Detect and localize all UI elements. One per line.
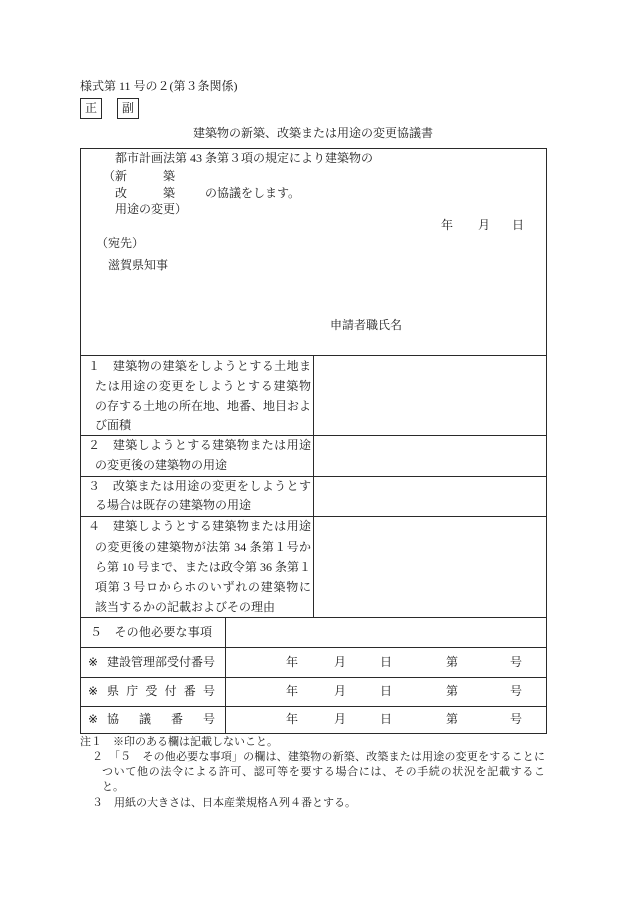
document-title: 建築物の新築、改築または用途の変更協議書 [192, 126, 433, 140]
field-month-label: 月 [334, 655, 347, 669]
field-number-prefix: 第 [446, 712, 459, 726]
item-label-line: たは用途の変更をしようとする建築物 [95, 379, 311, 393]
item-2-answer-cell [314, 436, 546, 476]
field-number-prefix: 第 [446, 684, 459, 698]
addressee-label: （宛先） [96, 236, 145, 250]
field-month-label: 月 [334, 684, 347, 698]
office-use-mark: ※ [88, 712, 99, 726]
table-border-top [80, 148, 547, 149]
note-2-line: と。 [102, 781, 124, 793]
item-1-answer-cell [314, 356, 546, 435]
option-change-of-use: 用途の変更） [115, 202, 188, 216]
field-number-prefix: 第 [446, 655, 459, 669]
office-row-label: 建設管理部受付番号 [107, 655, 216, 669]
item-label-line: 項第３号ロからホのいずれの建築物に [95, 580, 311, 594]
field-day-label: 日 [380, 684, 393, 698]
note-2-line: ついて他の法令による許可、認可等を要する場合には、その手続の状況を記載するこ [102, 766, 545, 778]
field-day-label: 日 [380, 655, 393, 669]
note-3: ３ 用紙の大きさは、日本産業規格Ａ列４番とする。 [92, 797, 356, 809]
office-row-label: 県庁受付番号 [107, 684, 215, 698]
item-label-line: 該当するかの記載およびその理由 [95, 600, 276, 614]
field-month-label: 月 [334, 712, 347, 726]
field-day-label: 日 [380, 712, 393, 726]
option-reconstruction: 改 築 [115, 186, 176, 200]
field-number-suffix: 号 [510, 684, 523, 698]
duplicate-copy-mark: 副 [117, 98, 139, 119]
other-matters-answer-cell [226, 618, 546, 647]
date-year-label: 年 [441, 218, 454, 232]
item-label-line: ４ 建築しようとする建築物または用途 [88, 519, 311, 533]
item-label-line: び面積 [95, 418, 132, 432]
item-label-line: の存する土地の所在地、地番、地目およ [95, 399, 312, 413]
item-label-line: の変更後の建築物の用途 [95, 458, 228, 472]
field-year-label: 年 [286, 684, 299, 698]
form-number: 様式第 11 号の２(第３条関係) [80, 79, 238, 93]
field-year-label: 年 [286, 712, 299, 726]
table-row-divider [80, 706, 547, 707]
table-row-divider [80, 647, 547, 648]
item-label-line: ３ 改築または用途の変更をしようとす [88, 479, 311, 493]
consultation-statement: の協議をします。 [205, 186, 301, 200]
item-label-line: １ 建築物の建築をしようとする土地ま [88, 359, 311, 373]
addressee: 滋賀県知事 [108, 258, 169, 272]
note-1: 注１ ※印のある欄は記載しないこと。 [80, 736, 278, 748]
other-matters-label: ５ その他必要な事項 [90, 625, 212, 639]
original-copy-mark: 正 [80, 98, 102, 119]
item-label-line: ら第 10 号まで、または政令第 36 条第１ [95, 560, 311, 574]
item-4-answer-cell [314, 517, 546, 617]
office-use-mark: ※ [88, 655, 99, 669]
item-label-line: る場合は既存の建築物の用途 [95, 498, 252, 512]
option-new-construction: （新 築 [103, 169, 176, 183]
date-month-label: 月 [478, 218, 491, 232]
field-number-suffix: 号 [510, 655, 523, 669]
table-border-bottom [80, 733, 547, 734]
office-use-mark: ※ [88, 684, 99, 698]
item-label-line: の変更後の建築物が法第 34 条第１号か [95, 540, 311, 554]
field-year-label: 年 [286, 655, 299, 669]
table-row-divider [80, 677, 547, 678]
item-label-line: ２ 建築しようとする建築物または用途 [88, 438, 311, 452]
application-intro: 都市計画法第 43 条第３項の規定により建築物の [115, 151, 374, 165]
date-day-label: 日 [512, 218, 525, 232]
item-3-answer-cell [314, 477, 546, 516]
applicant-name-label: 申請者職氏名 [330, 318, 403, 332]
office-row-label: 協議番号 [107, 712, 215, 726]
note-2-line: ２ 「５ その他必要な事項」の欄は、建築物の新築、改築または用途の変更をすることに [92, 751, 545, 763]
field-number-suffix: 号 [510, 712, 523, 726]
